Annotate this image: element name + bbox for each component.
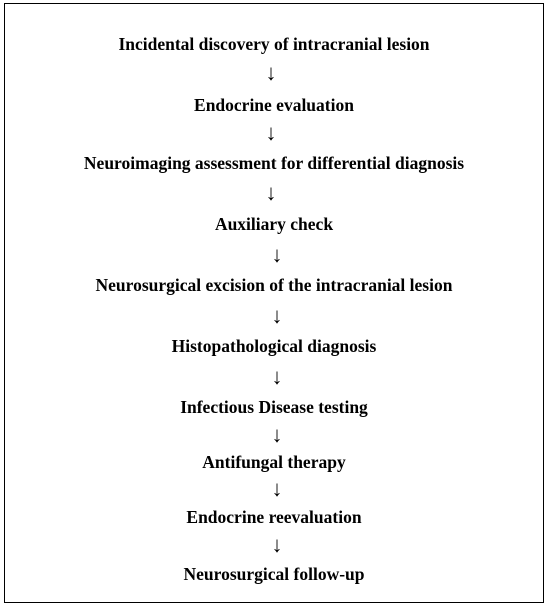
step-antifungal-therapy: Antifungal therapy [202,452,346,472]
step-infectious-disease-testing: Infectious Disease testing [180,397,368,417]
step-histopathological-diagnosis: Histopathological diagnosis [171,336,377,356]
down-arrow-icon: ↓ [271,532,283,557]
step-neurosurgical-follow-up: Neurosurgical follow-up [183,564,365,584]
down-arrow-icon: ↓ [271,476,283,501]
step-incidental-discovery: Incidental discovery of intracranial lesion [118,34,430,54]
down-arrow-icon: ↓ [271,364,283,389]
down-arrow-icon: ↓ [271,422,283,447]
down-arrow-icon: ↓ [271,303,283,328]
down-arrow-icon: ↓ [265,120,277,145]
down-arrow-icon: ↓ [265,180,277,205]
down-arrow-icon: ↓ [271,242,283,267]
flowchart-frame [4,3,544,603]
step-neurosurgical-excision: Neurosurgical excision of the intracranial lesion [95,275,453,295]
step-endocrine-reevaluation: Endocrine reevaluation [186,507,362,527]
down-arrow-icon: ↓ [265,60,277,85]
step-neuroimaging-assessment: Neuroimaging assessment for differential diagnosis [83,153,465,173]
step-auxiliary-check: Auxiliary check [214,214,334,234]
step-endocrine-evaluation: Endocrine evaluation [194,95,354,115]
